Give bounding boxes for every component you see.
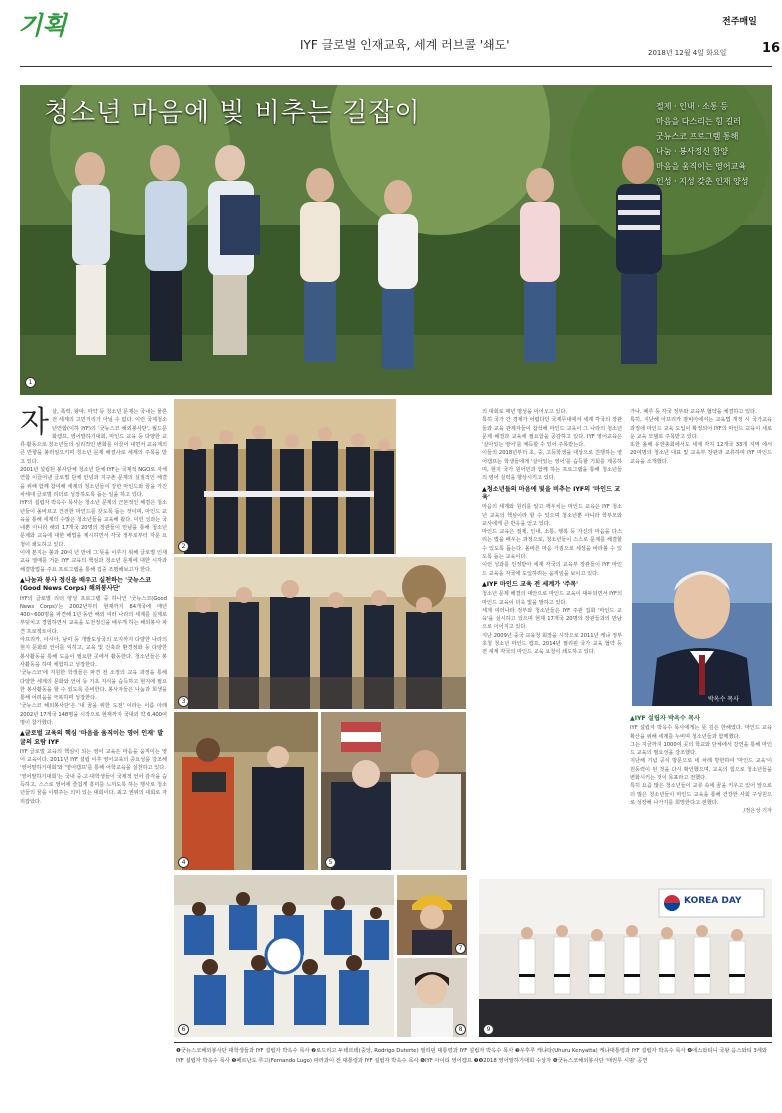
subheading: ▲IYF 설립자 박옥수 목사 xyxy=(630,715,701,722)
article-column-3 xyxy=(482,408,622,657)
paragraph: 마음의 세계와 원리를 알고 깨우치는 마인드 교육은 IYF 청소년 교육의 핵심이라 할 수 있으며 청소년뿐 아니라 학부모와 교사에게 큰 반응을 얻고 있다. xyxy=(482,504,622,527)
paragraph: 가나, 페루 등 각국 정부와 교육부 협약을 체결하고 있다. xyxy=(630,409,757,415)
newspaper-name: 전주매일 xyxy=(722,17,757,27)
paragraph: '굿뉴스코'에 지원한 학생들은 파견 전 소정의 교육 과정을 통해 다양한 세계의 문화와 언어 등 기초 지식을 습득하고 현지에 필요한 봉사활동을 할 수 있도록 준비한다. 봉사자들은 나눔과 희생을 통해 어려움을 극복하며 성장한다. xyxy=(20,670,167,702)
photo-captions: ❶굿뉴스코해외봉사단 대학생들과 IYF 설립자 박옥수 목사 ❷로드리고 두테르테(중앙, Rodrigo Duterte) 필리핀 대통령과 IYF 설립자 박옥수 목사 ❸우후루 케냐타(Uhuru Kenyatta) 케냐대통령과 IYF 설립자 박옥수 목사 ❹에스와티니 국왕 음스와티 3세와 IYF 설립자 박옥수 목사 ❺페르난도 루고(Fernando Lugo) 파라과이 전 대통령과 IYF 설립자 박옥수 목사 ❻IYF 아이티 영어캠프 ❼❽2018 영어말하기대회 수상자 ❾굿뉴스코해외봉사단 '태권무 시범' 공연 xyxy=(176,1048,767,1064)
paragraph: 의 대회로 매년 명성을 이어오고 있다. xyxy=(482,409,568,415)
photo-number-3: 3 xyxy=(178,696,189,707)
photo-number-8: 8 xyxy=(455,1024,466,1035)
paragraph: IYF 설립자 박옥수 목사에게는 뜻 깊은 한해였다. 마인드 교육 확산을 위해 세계를 누비며 청소년들과 함께했다. xyxy=(630,725,772,740)
paragraph: '영어말하기대회'는 국내 중·고·대학생들이 국제적 언어 감각을 습득하고, 스스로 영어에 즐겁게 흥미를 느끼도록 하는 행사로 청소년들의 꿈을 이뤄주는 의미 있는 대회이다. 최고 권위의 대회로 자리잡았다. xyxy=(20,773,167,805)
paragraph: 이에 본지는 불과 20여 년 만에 그 뜻을 이루기 위해 글로벌 인재교육 열매를 거둔 IYF 교육의 핵심과 청소년 문제에 대한 시각과 해결방법을 주요 프로그램을 통해 집중 조명해보고자 한다. xyxy=(20,550,167,573)
caption-rule xyxy=(174,1042,772,1043)
photo-kenyatta xyxy=(174,557,466,709)
issue-date: 2018년 12월 4일 화요일 xyxy=(648,49,727,57)
article-column-1 xyxy=(20,405,167,806)
photo-number-2: 2 xyxy=(178,541,189,552)
portrait-park-ok-soo xyxy=(632,543,772,706)
paragraph: '굿뉴스코 해외봉사단'은 '내 꿈을 위한 도전' 이라는 이름 아래 2002년 17개국 148명을 시작으로 현재까지 국내외 약 6,400여 명이 참가했다. xyxy=(20,703,167,726)
paragraph: 세계 여러나라 정부와 청소년들은 IYF 주관 집회 '마인드 교육'을 실시하고 있으며 현재 17개국 20명의 장관들과의 만남으로 이어지고 있다. xyxy=(482,607,622,631)
portrait-caption: 박옥수 목사 xyxy=(708,696,739,703)
drop-cap: 자 xyxy=(20,405,49,440)
paragraph: 지난해 기념 공식 방문으로 네 차례 방한하여 '마인드 교육'이 원동력이 된 것을 다시 확인했으며, 교육의 힘으로 청소년들을 변화시키는 것이 목표라고 전했다. xyxy=(630,758,772,782)
paragraph: 이들의 2018년부터 초, 중, 고등학생을 대상으로 진행하는 영어캠프는 학생들에게 '살아있는 영어'를 습득할 기회를 제공하며, 현지 국가 원어민과 함께 하는 프로그램을 통해 청소년들의 영어 실력을 향상시키고 있다. xyxy=(482,450,622,482)
tagline: 마음을 다스리는 힘 길러 xyxy=(656,117,741,126)
subheading: ▲청소년들의 마음에 빛을 비추는 IYF의 '마인드 교육' xyxy=(482,485,621,501)
paragraph: IYF의 설립자 박옥수 목사는 청소년 문제의 근본적인 해결은 청소년들이 올바르고 건전한 마인드를 갖도록 돕는 것이며, 마인드 교육을 통해 세계의 수많은 청소년들을 교육해 왔다. 이런 성과는 국내뿐 아니라 해외 17개국 20명의 장관들이 만남을 통해 청소년 문제와 교육에 대한 해법을 제시하면서 각국 정부로부터 자문 요청이 쇄도하고 있다. xyxy=(20,500,167,548)
korea-day-sign: KOREA DAY xyxy=(684,896,742,906)
paragraph: 지난 2009년 중국 교육청 회장을 시작으로 2011년 케냐 정부 초청 청소년 마인드 캠프, 2014년 필리핀 국가 교육 협약 등 전 세계 각국의 마인드 교육 요청이 쇄도하고 있다. xyxy=(482,632,622,656)
paragraph: 살, 폭력, 왕따, 마약 등 청소년 문제는 국내는 물론 전 세계의 고민거리가 아닐 수 없다. 이런 국제청소년연합(이하 IYF)의 '굿뉴스코 해외봉사단', 월드문화캠프, 영어말하기대회, 마인드 교육 등 다양한 교류 활동으로 청소년들의 심리적인 변화를 이끌어 내면서 교육계의 큰 반향을 불러일으키며 청소년 문제 해결사로 세계의 주목을 받고 있다. xyxy=(20,409,167,465)
paragraph: IYF의 글로벌 리더 양성 프로그램 중 하나인 '굿뉴스코(Good News Corps)'는 2002년부터 현재까지 84개국에 매년 400~600명을 파견해 1년 동안 해외 여러 나라의 세계를 실제로 부딪치고 경험하면서 교육을 도전정신을 배우게 하는 해외봉사 파견 프로젝트이다. xyxy=(20,595,167,635)
photo-haiti-camp xyxy=(174,875,394,1037)
photo-duterte xyxy=(174,399,396,554)
subheading: ▲IYF 마인드 교육 전 세계가 '주목' xyxy=(482,580,579,588)
paragraph: 특히 국가 간 경제가 어렵다던 국제무대에서 세계 각국의 장관들과 교육 관계자들이 참석해 마인드 교육이 그 나라의 청소년 문제 해결과 교육에 필요함을 공감하고 있다. IYF 영어교육은 '살아있는 영어'를 체득할 수 있어 주목받는다. xyxy=(482,417,622,449)
paragraph: 청소년 문제 해결의 대안으로 마인드 교육이 대두되면서 IYF의 마인드 교육이 더욱 빛을 발하고 있다. xyxy=(482,591,622,606)
byline: /정은성 기자 xyxy=(743,808,772,815)
tagline: 인성 · 지성 갖춘 인재 양성 xyxy=(656,177,749,186)
paragraph: 특히 요즘 많은 청소년들이 교류 속에 꿈을 키우고 있어 앞으로 더 많은 청소년들이 마인드 교육을 통해 건강한 사회 구성원으로 성장해 나가기를 희망한다고 전했다. xyxy=(630,783,772,806)
article-column-4-top xyxy=(630,408,772,466)
photo-number-5: 5 xyxy=(325,857,336,868)
hero-taglines xyxy=(656,99,749,189)
section-logo: 기획 xyxy=(18,11,67,40)
paragraph: 그는 지금까지 1000여 곳의 학교와 단체에서 강연을 통해 마인드 교육의 필요성을 강조했다. xyxy=(630,741,772,757)
page-headline: IYF 글로벌 인재교육, 세계 러브콜 '쇄도' xyxy=(300,38,510,52)
tagline: 나눔 · 봉사정신 함양 xyxy=(656,147,728,156)
paragraph: 아프리카, 아시아, 남미 등 개발도상국의 오지까지 다양한 나라의 현지 문화와 언어를 익히고, 교육 및 건축과 환경정화 등 다양한 봉사활동을 통해 도움이 필요한 곳에서 활동한다. 청소년들은 봉사활동을 하며 체험하고 성장한다. xyxy=(20,637,167,668)
paragraph: IYF 글로벌 교육의 핵심이 되는 영어 교육은 마음을 움직이는 영어 교육이다. 2011년 IYF 설립 이후 영어교육의 중요성을 강조해 '영어말하기대회'와 '영어캠프'를 통해 어학교육을 실천하고 있다. xyxy=(20,748,167,772)
paragraph: 이런 성과를 인정받아 세계 각국의 교육부 장관들이 IYF 마인드 교육을 자국에 도입하려는 움직임을 보이고 있다. xyxy=(482,562,622,577)
paragraph: 마인드 교육은 절제, 인내, 소통, 행복 등 자신의 마음을 다스리는 법을 배우는 과정으로, 청소년들이 스스로 문제를 해결할 수 있도록 돕는다. 올바른 마음 가짐으로 세상을 바라볼 수 있도록 돕는 교육이다. xyxy=(482,529,622,561)
article-column-4-bottom xyxy=(630,712,772,816)
hero-title: 청소년 마음에 빛 비추는 길잡이 xyxy=(44,98,421,128)
photo-eswatini xyxy=(174,712,318,870)
photo-number-1: 1 xyxy=(25,377,36,388)
photo-number-4: 4 xyxy=(178,857,189,868)
subheading: ▲나눔과 봉사 정신을 배우고 실천하는 '굿뉴스코(Good News Corps) 해외봉사단' xyxy=(20,576,151,593)
paragraph: 특히, 지난해 아프리카 잠비아에서는 교육법 개정 시 국가교육과정에 마인드 교육 도입이 확정되어 IYF의 마인드 교육이 새로운 교육 모델로 주목받고 있다. xyxy=(630,417,772,440)
tagline: 마음을 움직이는 영어교육 xyxy=(656,162,747,171)
header-rule xyxy=(20,66,772,67)
lead-paragraph xyxy=(20,405,167,466)
photo-number-7: 7 xyxy=(455,943,466,954)
paragraph: 2001년 설립된 봉사단체 청소년 단체 IYF는 국제적 NGO로 자체연합 이끌어낸 글로벌 단체 안녕과 지구촌 문제의 실질적인 해결을 위해 함께 참여해 세계의 청소년들이 강한 마인드와 꿈을 가진 차세대 글로벌 리더로 성장하도록 돕는 일을 하고 있다. xyxy=(20,467,167,498)
page-number: 16 xyxy=(762,41,781,56)
tagline: 굿뉴스코 프로그램 통해 xyxy=(656,132,739,141)
subheading: ▲글로벌 교육의 핵심 '마음을 움직이는 영어 인재' 발굴의 요람 IYF xyxy=(20,730,164,746)
photo-paraguay xyxy=(321,712,466,870)
photo-number-6: 6 xyxy=(178,1024,189,1035)
paragraph: 또한 올해 유엔총회에서도 세계 각지 12개국 33개 지역 에서 20여명의 청소년 대표 및 교육부 장관과 교류하며 IYF 마인드 교육을 소개했다. xyxy=(630,442,772,465)
tagline: 절제 · 인내 · 소통 등 xyxy=(656,102,728,111)
photo-number-9: 9 xyxy=(483,1024,494,1035)
